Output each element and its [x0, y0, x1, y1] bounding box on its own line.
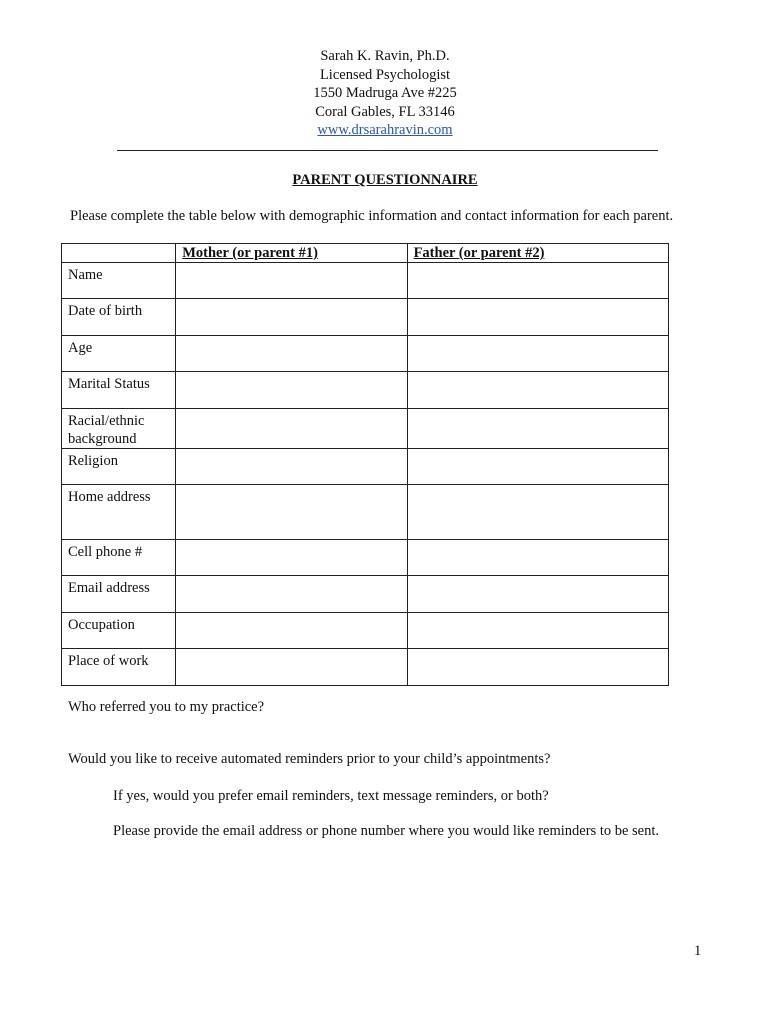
letterhead — [0, 47, 770, 140]
intro-text: Please complete the table below with demographic information and contact information for each parent. — [70, 208, 674, 224]
table-row — [62, 485, 669, 540]
row-label-place-of-work: Place of work — [62, 649, 176, 686]
row-label-cell-phone: Cell phone # — [62, 540, 176, 576]
father-name-cell[interactable] — [407, 263, 668, 299]
table-row — [62, 613, 669, 649]
mother-address-cell[interactable] — [176, 485, 407, 540]
column-header-father: Father (or parent #2) — [407, 244, 668, 263]
mother-occupation-cell[interactable] — [176, 613, 407, 649]
website-link[interactable]: www.drsarahravin.com — [317, 122, 453, 138]
psychologist-title: Licensed Psychologist — [319, 66, 451, 83]
row-label-age: Age — [62, 336, 176, 372]
row-label-racial-ethnic: Racial/ethnic background — [62, 409, 176, 449]
psychologist-name: Sarah K. Ravin, Ph.D. — [320, 48, 450, 64]
mother-phone-cell[interactable] — [176, 540, 407, 576]
table-row — [62, 449, 669, 485]
father-religion-cell[interactable] — [407, 449, 668, 485]
header-divider — [117, 150, 658, 151]
mother-dob-cell[interactable] — [176, 299, 407, 336]
mother-email-cell[interactable] — [176, 576, 407, 613]
reminder-contact-question: Please provide the email address or phone number where you would like reminders to be sent. — [113, 823, 660, 839]
father-age-cell[interactable] — [407, 336, 668, 372]
father-phone-cell[interactable] — [407, 540, 668, 576]
father-work-cell[interactable] — [407, 649, 668, 686]
row-label-home-address: Home address — [62, 485, 176, 540]
father-dob-cell[interactable] — [407, 299, 668, 336]
father-occupation-cell[interactable] — [407, 613, 668, 649]
table-row — [62, 263, 669, 299]
table-row — [62, 409, 669, 449]
father-marital-cell[interactable] — [407, 372, 668, 409]
mother-work-cell[interactable] — [176, 649, 407, 686]
mother-religion-cell[interactable] — [176, 449, 407, 485]
mother-name-cell[interactable] — [176, 263, 407, 299]
reminders-question: Would you like to receive automated reminders prior to your child’s appointments? — [68, 751, 551, 767]
row-label-email: Email address — [62, 576, 176, 613]
column-header-mother: Mother (or parent #1) — [176, 244, 407, 263]
street-address: 1550 Madruga Ave #225 — [313, 85, 457, 101]
row-label-name: Name — [62, 263, 176, 299]
table-row — [62, 540, 669, 576]
table-row — [62, 336, 669, 372]
table-row — [62, 649, 669, 686]
table-row — [62, 299, 669, 336]
table-row — [62, 576, 669, 613]
table-header-row — [62, 244, 669, 263]
mother-marital-cell[interactable] — [176, 372, 407, 409]
row-label-marital-status: Marital Status — [62, 372, 176, 409]
mother-ethnic-cell[interactable] — [176, 409, 407, 449]
father-ethnic-cell[interactable] — [407, 409, 668, 449]
row-label-date-of-birth: Date of birth — [62, 299, 176, 336]
city-address: Coral Gables, FL 33146 — [315, 103, 455, 120]
header-blank-cell — [62, 244, 176, 263]
page-number: 1 — [694, 943, 702, 959]
parent-info-table — [61, 243, 669, 686]
table-row — [62, 372, 669, 409]
row-label-occupation: Occupation — [62, 613, 176, 649]
father-email-cell[interactable] — [407, 576, 668, 613]
referral-question: Who referred you to my practice? — [68, 699, 265, 715]
reminder-type-question: If yes, would you prefer email reminders, text message reminders, or both? — [113, 788, 549, 804]
father-address-cell[interactable] — [407, 485, 668, 540]
row-label-religion: Religion — [62, 449, 176, 485]
page-title: PARENT QUESTIONNAIRE — [292, 172, 478, 188]
mother-age-cell[interactable] — [176, 336, 407, 372]
